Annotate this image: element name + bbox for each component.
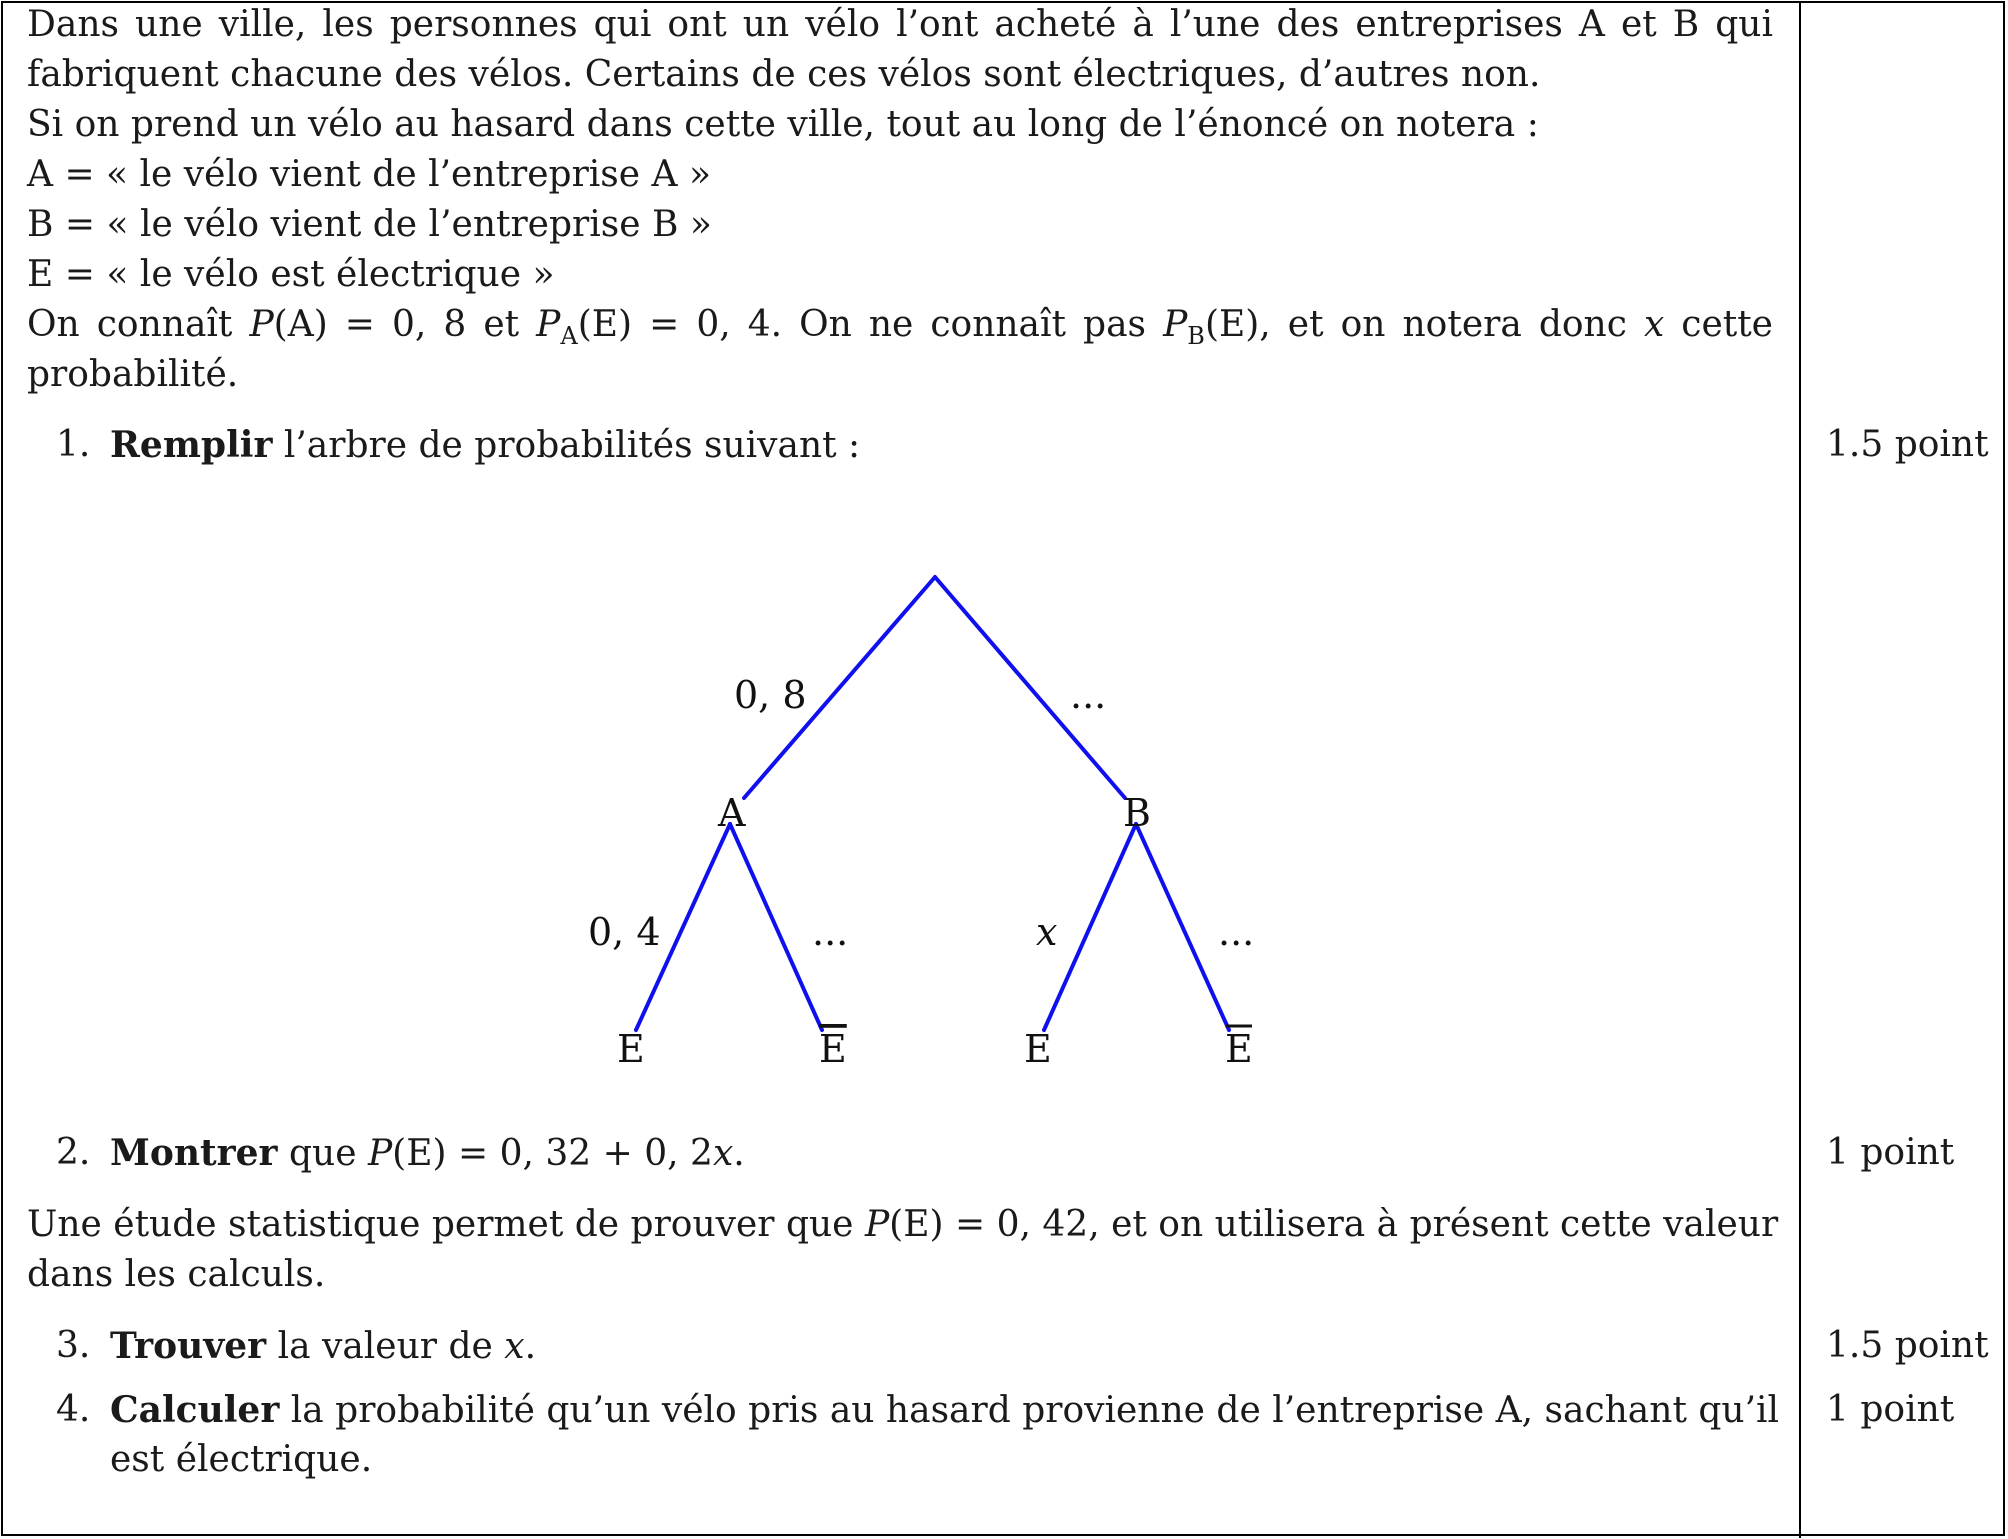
node-b: B xyxy=(1123,791,1151,835)
intro-last-line: probabilité. xyxy=(27,354,239,395)
branch-b-e xyxy=(1044,824,1136,1030)
question-3-number: 3. xyxy=(56,1325,91,1366)
definition-a: A = « le vélo vient de l’entreprise A » xyxy=(27,154,711,195)
prob-a-label: 0, 8 xyxy=(734,673,807,717)
question-4-text: Calculer la probabilité qu’un vélo pris au hasard provienne de l’entreprise A, sachant qu’il xyxy=(110,1389,1780,1431)
leaf-e-under-b: E xyxy=(1024,1027,1052,1071)
question-1-number: 1. xyxy=(56,424,91,465)
question-1-points: 1.5 point xyxy=(1826,424,1989,465)
question-1-text: Remplir l’arbre de probabilités suivant : xyxy=(110,424,861,466)
question-4-points: 1 point xyxy=(1826,1389,1955,1430)
question-2-number: 2. xyxy=(56,1132,91,1173)
prob-b-label: ... xyxy=(1070,673,1107,717)
intro-line-3: Si on prend un vélo au hasard dans cette ville, tout au long de l’énoncé on notera : xyxy=(27,104,1539,145)
intro-line-1: Dans une ville, les personnes qui ont un vélo l’ont acheté à l’une des entreprises A et B qui xyxy=(27,4,1773,45)
question-3-text: Trouver la valeur de x. xyxy=(110,1325,537,1367)
leaf-ebar-under-a: E xyxy=(819,1027,847,1071)
leaf-e-under-a: E xyxy=(617,1027,645,1071)
study-line-2: dans les calculs. xyxy=(27,1254,326,1295)
leaf-ebar-under-b: E xyxy=(1225,1027,1253,1071)
question-4-text-line-2: est électrique. xyxy=(110,1439,373,1480)
question-3-points: 1.5 point xyxy=(1826,1325,1989,1366)
definition-b: B = « le vélo vient de l’entreprise B » xyxy=(27,204,712,245)
node-a: A xyxy=(718,791,746,835)
prob-a-ebar-label: ... xyxy=(812,910,849,954)
question-2-points: 1 point xyxy=(1826,1132,1955,1173)
study-line-1: Une étude statistique permet de prouver que P(E) = 0, 42, et on utilisera à présent cette valeur xyxy=(27,1204,1779,1245)
branch-b-ebar xyxy=(1136,824,1229,1030)
prob-a-e-label: 0, 4 xyxy=(588,910,661,954)
question-4-number: 4. xyxy=(56,1389,91,1430)
question-2-text: Montrer que P(E) = 0, 32 + 0, 2x. xyxy=(110,1132,745,1174)
intro-line-2: fabriquent chacune des vélos. Certains de ces vélos sont électriques, d’autres non. xyxy=(27,54,1541,95)
prob-b-e-label: x xyxy=(1036,910,1058,954)
branch-a-ebar xyxy=(730,824,822,1030)
known-probabilities: On connaît P(A) = 0, 8 et $P_A(E) = 0$, 4. On ne connaît pas $P_B(E)$, et on notera donc x cette xyxy=(27,304,1773,350)
prob-b-ebar-label: ... xyxy=(1218,910,1255,954)
definition-e: E = « le vélo est électrique » xyxy=(27,254,555,295)
